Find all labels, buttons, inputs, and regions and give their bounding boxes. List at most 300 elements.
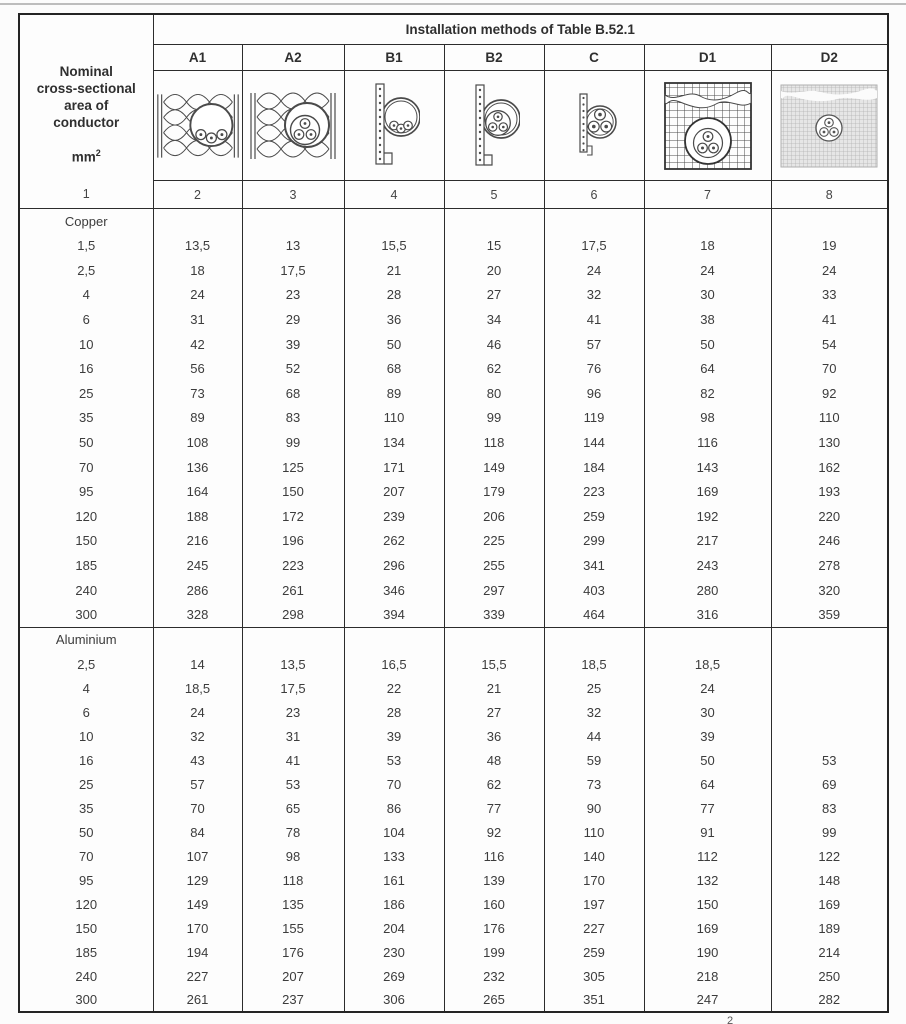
table-row [19, 307, 888, 332]
empty-cell [544, 627, 644, 652]
value-cell: 170 [544, 868, 644, 892]
method-icon-cell [444, 71, 544, 181]
value-cell: 44 [544, 724, 644, 748]
value-cell: 160 [444, 892, 544, 916]
value-cell: 92 [771, 381, 888, 406]
method-header-b2: B2 [444, 45, 544, 71]
column-number: 3 [242, 181, 344, 209]
size-cell: 6 [19, 700, 153, 724]
table-row [19, 381, 888, 406]
value-cell: 15 [444, 234, 544, 259]
value-cell: 53 [242, 772, 344, 796]
table-row [19, 258, 888, 283]
value-cell: 225 [444, 529, 544, 554]
value-cell: 27 [444, 700, 544, 724]
value-cell: 62 [444, 356, 544, 381]
value-cell: 24 [153, 283, 242, 308]
column-number: 7 [644, 181, 771, 209]
value-cell: 82 [644, 381, 771, 406]
value-cell: 169 [771, 892, 888, 916]
value-cell: 18,5 [644, 652, 771, 676]
empty-cell [544, 209, 644, 234]
table-row [19, 356, 888, 381]
value-cell: 84 [153, 820, 242, 844]
value-cell: 91 [644, 820, 771, 844]
value-cell: 116 [644, 430, 771, 455]
table-row [19, 676, 888, 700]
size-cell: 16 [19, 356, 153, 381]
column-numbers-row [19, 181, 888, 209]
value-cell: 246 [771, 529, 888, 554]
method-icon-cell [344, 71, 444, 181]
empty-cell [771, 676, 888, 700]
value-cell: 223 [544, 479, 644, 504]
value-cell: 196 [242, 529, 344, 554]
empty-cell [153, 209, 242, 234]
value-cell: 24 [153, 700, 242, 724]
table-row [19, 430, 888, 455]
method-header-d2: D2 [771, 45, 888, 71]
value-cell: 214 [771, 940, 888, 964]
value-cell: 134 [344, 430, 444, 455]
value-cell: 164 [153, 479, 242, 504]
table-row [19, 988, 888, 1012]
value-cell: 36 [344, 307, 444, 332]
value-cell: 15,5 [344, 234, 444, 259]
value-cell: 296 [344, 553, 444, 578]
value-cell: 193 [771, 479, 888, 504]
value-cell: 119 [544, 406, 644, 431]
empty-cell [771, 700, 888, 724]
method-header-a1: A1 [153, 45, 242, 71]
value-cell: 68 [344, 356, 444, 381]
value-cell: 19 [771, 234, 888, 259]
corner-header-cell [19, 14, 153, 181]
size-cell: 120 [19, 892, 153, 916]
method-icon-cell [644, 71, 771, 181]
size-cell: 300 [19, 602, 153, 627]
value-cell: 259 [544, 504, 644, 529]
value-cell: 107 [153, 844, 242, 868]
value-cell: 176 [444, 916, 544, 940]
table-row [19, 652, 888, 676]
section-label: Aluminium [19, 627, 153, 652]
size-cell: 95 [19, 868, 153, 892]
value-cell: 89 [153, 406, 242, 431]
value-cell: 133 [344, 844, 444, 868]
value-cell: 199 [444, 940, 544, 964]
value-cell: 132 [644, 868, 771, 892]
value-cell: 243 [644, 553, 771, 578]
size-cell: 2,5 [19, 652, 153, 676]
value-cell: 130 [771, 430, 888, 455]
size-cell: 25 [19, 381, 153, 406]
value-cell: 13,5 [242, 652, 344, 676]
value-cell: 70 [771, 356, 888, 381]
size-cell: 70 [19, 455, 153, 480]
value-cell: 99 [771, 820, 888, 844]
size-cell: 6 [19, 307, 153, 332]
value-cell: 139 [444, 868, 544, 892]
value-cell: 32 [153, 724, 242, 748]
table-row [19, 844, 888, 868]
size-cell: 25 [19, 772, 153, 796]
value-cell: 259 [544, 940, 644, 964]
table-row [19, 602, 888, 627]
table-row [19, 796, 888, 820]
value-cell: 179 [444, 479, 544, 504]
value-cell: 17,5 [544, 234, 644, 259]
value-cell: 65 [242, 796, 344, 820]
value-cell: 237 [242, 988, 344, 1012]
value-cell: 155 [242, 916, 344, 940]
value-cell: 394 [344, 602, 444, 627]
table-row [19, 283, 888, 308]
value-cell: 16,5 [344, 652, 444, 676]
value-cell: 53 [771, 748, 888, 772]
value-cell: 46 [444, 332, 544, 357]
value-cell: 299 [544, 529, 644, 554]
value-cell: 150 [242, 479, 344, 504]
value-cell: 53 [344, 748, 444, 772]
value-cell: 359 [771, 602, 888, 627]
empty-cell [771, 724, 888, 748]
table-row [19, 234, 888, 259]
value-cell: 169 [644, 479, 771, 504]
table-row [19, 578, 888, 603]
value-cell: 227 [153, 964, 242, 988]
unit-label: $mm^2$ [71, 148, 101, 165]
value-cell: 351 [544, 988, 644, 1012]
empty-cell [644, 209, 771, 234]
table-row [19, 553, 888, 578]
empty-cell [344, 627, 444, 652]
value-cell: 57 [544, 332, 644, 357]
ampacity-table-wrap [18, 13, 889, 1013]
method-header-b1: B1 [344, 45, 444, 71]
corner-line: cross-sectional [36, 81, 136, 96]
value-cell: 116 [444, 844, 544, 868]
page-top-edge [0, 3, 906, 5]
value-cell: 27 [444, 283, 544, 308]
size-cell: 4 [19, 283, 153, 308]
table-body [19, 209, 888, 1013]
clipped-footnote-fragment: 2 [727, 1015, 734, 1024]
table-row [19, 748, 888, 772]
value-cell: 15,5 [444, 652, 544, 676]
empty-cell [771, 652, 888, 676]
method-icon-cell [242, 71, 344, 181]
conduit-on-wooden-wall-singles-icon [368, 79, 420, 173]
value-cell: 403 [544, 578, 644, 603]
value-cell: 78 [242, 820, 344, 844]
table-row [19, 820, 888, 844]
column-number: 5 [444, 181, 544, 209]
value-cell: 59 [544, 748, 644, 772]
value-cell: 86 [344, 796, 444, 820]
corner-line: Nominal [59, 64, 113, 79]
value-cell: 73 [544, 772, 644, 796]
table-row [19, 332, 888, 357]
value-cell: 42 [153, 332, 242, 357]
conduit-in-insulated-wall-singles-icon [154, 87, 242, 165]
method-header-c: C [544, 45, 644, 71]
value-cell: 62 [444, 772, 544, 796]
value-cell: 125 [242, 455, 344, 480]
value-cell: 68 [242, 381, 344, 406]
value-cell: 54 [771, 332, 888, 357]
value-cell: 70 [153, 796, 242, 820]
value-cell: 17,5 [242, 258, 344, 283]
empty-cell [771, 627, 888, 652]
value-cell: 108 [153, 430, 242, 455]
cable-buried-direct-icon [779, 83, 879, 169]
value-cell: 188 [153, 504, 242, 529]
size-cell: 70 [19, 844, 153, 868]
value-cell: 320 [771, 578, 888, 603]
column-number: 2 [153, 181, 242, 209]
value-cell: 110 [544, 820, 644, 844]
table-row [19, 724, 888, 748]
value-cell: 223 [242, 553, 344, 578]
section-header-row [19, 627, 888, 652]
value-cell: 43 [153, 748, 242, 772]
value-cell: 73 [153, 381, 242, 406]
value-cell: 24 [544, 258, 644, 283]
value-cell: 23 [242, 700, 344, 724]
value-cell: 261 [153, 988, 242, 1012]
value-cell: 262 [344, 529, 444, 554]
value-cell: 118 [444, 430, 544, 455]
size-cell: 16 [19, 748, 153, 772]
value-cell: 140 [544, 844, 644, 868]
table-title: Installation methods of Table B.52.1 [153, 14, 888, 45]
value-cell: 21 [344, 258, 444, 283]
value-cell: 41 [242, 748, 344, 772]
value-cell: 316 [644, 602, 771, 627]
value-cell: 28 [344, 283, 444, 308]
value-cell: 31 [153, 307, 242, 332]
value-cell: 28 [344, 700, 444, 724]
corner-header-text [20, 30, 153, 166]
value-cell: 39 [644, 724, 771, 748]
value-cell: 218 [644, 964, 771, 988]
value-cell: 328 [153, 602, 242, 627]
section-header-row [19, 209, 888, 234]
title-row [19, 14, 888, 45]
value-cell: 269 [344, 964, 444, 988]
value-cell: 18 [153, 258, 242, 283]
size-cell: 185 [19, 940, 153, 964]
value-cell: 298 [242, 602, 344, 627]
table-row [19, 406, 888, 431]
value-cell: 192 [644, 504, 771, 529]
table-row [19, 529, 888, 554]
value-cell: 162 [771, 455, 888, 480]
size-cell: 150 [19, 529, 153, 554]
method-icon-cell [771, 71, 888, 181]
method-header-a2: A2 [242, 45, 344, 71]
multicore-cable-clipped-to-wall-icon [571, 86, 617, 166]
empty-cell [444, 209, 544, 234]
value-cell: 305 [544, 964, 644, 988]
size-cell: 35 [19, 406, 153, 431]
value-cell: 170 [153, 916, 242, 940]
table-row [19, 868, 888, 892]
table-row [19, 916, 888, 940]
value-cell: 186 [344, 892, 444, 916]
value-cell: 306 [344, 988, 444, 1012]
value-cell: 99 [242, 430, 344, 455]
value-cell: 184 [544, 455, 644, 480]
value-cell: 18,5 [544, 652, 644, 676]
value-cell: 57 [153, 772, 242, 796]
empty-cell [242, 209, 344, 234]
value-cell: 172 [242, 504, 344, 529]
value-cell: 161 [344, 868, 444, 892]
cable-in-buried-duct-icon [662, 80, 754, 172]
value-cell: 33 [771, 283, 888, 308]
value-cell: 245 [153, 553, 242, 578]
value-cell: 247 [644, 988, 771, 1012]
value-cell: 14 [153, 652, 242, 676]
empty-cell [344, 209, 444, 234]
value-cell: 18 [644, 234, 771, 259]
value-cell: 24 [771, 258, 888, 283]
value-cell: 50 [344, 332, 444, 357]
value-cell: 80 [444, 381, 544, 406]
empty-cell [771, 209, 888, 234]
size-cell: 10 [19, 724, 153, 748]
empty-cell [242, 627, 344, 652]
empty-cell [444, 627, 544, 652]
value-cell: 143 [644, 455, 771, 480]
value-cell: 144 [544, 430, 644, 455]
value-cell: 118 [242, 868, 344, 892]
section-label: Copper [19, 209, 153, 234]
value-cell: 255 [444, 553, 544, 578]
value-cell: 39 [242, 332, 344, 357]
value-cell: 464 [544, 602, 644, 627]
value-cell: 239 [344, 504, 444, 529]
size-cell: 50 [19, 820, 153, 844]
value-cell: 169 [644, 916, 771, 940]
value-cell: 98 [644, 406, 771, 431]
value-cell: 176 [242, 940, 344, 964]
value-cell: 220 [771, 504, 888, 529]
value-cell: 30 [644, 283, 771, 308]
value-cell: 23 [242, 283, 344, 308]
ampacity-table [18, 13, 889, 1013]
size-cell: 2,5 [19, 258, 153, 283]
value-cell: 207 [242, 964, 344, 988]
value-cell: 206 [444, 504, 544, 529]
table-row [19, 479, 888, 504]
value-cell: 136 [153, 455, 242, 480]
size-cell: 35 [19, 796, 153, 820]
value-cell: 204 [344, 916, 444, 940]
value-cell: 30 [644, 700, 771, 724]
value-cell: 52 [242, 356, 344, 381]
value-cell: 90 [544, 796, 644, 820]
value-cell: 96 [544, 381, 644, 406]
value-cell: 265 [444, 988, 544, 1012]
value-cell: 280 [644, 578, 771, 603]
value-cell: 148 [771, 868, 888, 892]
value-cell: 194 [153, 940, 242, 964]
column-number: 8 [771, 181, 888, 209]
corner-line: area of [64, 98, 109, 113]
value-cell: 77 [444, 796, 544, 820]
value-cell: 32 [544, 700, 644, 724]
value-cell: 278 [771, 553, 888, 578]
value-cell: 346 [344, 578, 444, 603]
value-cell: 34 [444, 307, 544, 332]
size-cell: 4 [19, 676, 153, 700]
multicore-cable-in-conduit-on-wall-icon [468, 79, 520, 173]
size-cell: 240 [19, 964, 153, 988]
empty-cell [644, 627, 771, 652]
table-row [19, 940, 888, 964]
value-cell: 83 [771, 796, 888, 820]
value-cell: 135 [242, 892, 344, 916]
value-cell: 150 [644, 892, 771, 916]
value-cell: 98 [242, 844, 344, 868]
value-cell: 64 [644, 772, 771, 796]
value-cell: 50 [644, 332, 771, 357]
value-cell: 41 [544, 307, 644, 332]
size-cell: 95 [19, 479, 153, 504]
value-cell: 13 [242, 234, 344, 259]
value-cell: 104 [344, 820, 444, 844]
value-cell: 29 [242, 307, 344, 332]
table-row [19, 504, 888, 529]
value-cell: 286 [153, 578, 242, 603]
value-cell: 20 [444, 258, 544, 283]
value-cell: 232 [444, 964, 544, 988]
size-cell: 120 [19, 504, 153, 529]
value-cell: 64 [644, 356, 771, 381]
value-cell: 129 [153, 868, 242, 892]
value-cell: 48 [444, 748, 544, 772]
table-row [19, 772, 888, 796]
value-cell: 217 [644, 529, 771, 554]
value-cell: 282 [771, 988, 888, 1012]
empty-cell [153, 627, 242, 652]
value-cell: 230 [344, 940, 444, 964]
size-cell: 240 [19, 578, 153, 603]
value-cell: 216 [153, 529, 242, 554]
value-cell: 149 [153, 892, 242, 916]
value-cell: 41 [771, 307, 888, 332]
table-row [19, 892, 888, 916]
value-cell: 36 [444, 724, 544, 748]
value-cell: 39 [344, 724, 444, 748]
size-cell: 300 [19, 988, 153, 1012]
value-cell: 22 [344, 676, 444, 700]
value-cell: 70 [344, 772, 444, 796]
value-cell: 149 [444, 455, 544, 480]
column-number: 6 [544, 181, 644, 209]
value-cell: 171 [344, 455, 444, 480]
value-cell: 341 [544, 553, 644, 578]
value-cell: 190 [644, 940, 771, 964]
value-cell: 112 [644, 844, 771, 868]
value-cell: 18,5 [153, 676, 242, 700]
value-cell: 21 [444, 676, 544, 700]
value-cell: 189 [771, 916, 888, 940]
value-cell: 13,5 [153, 234, 242, 259]
